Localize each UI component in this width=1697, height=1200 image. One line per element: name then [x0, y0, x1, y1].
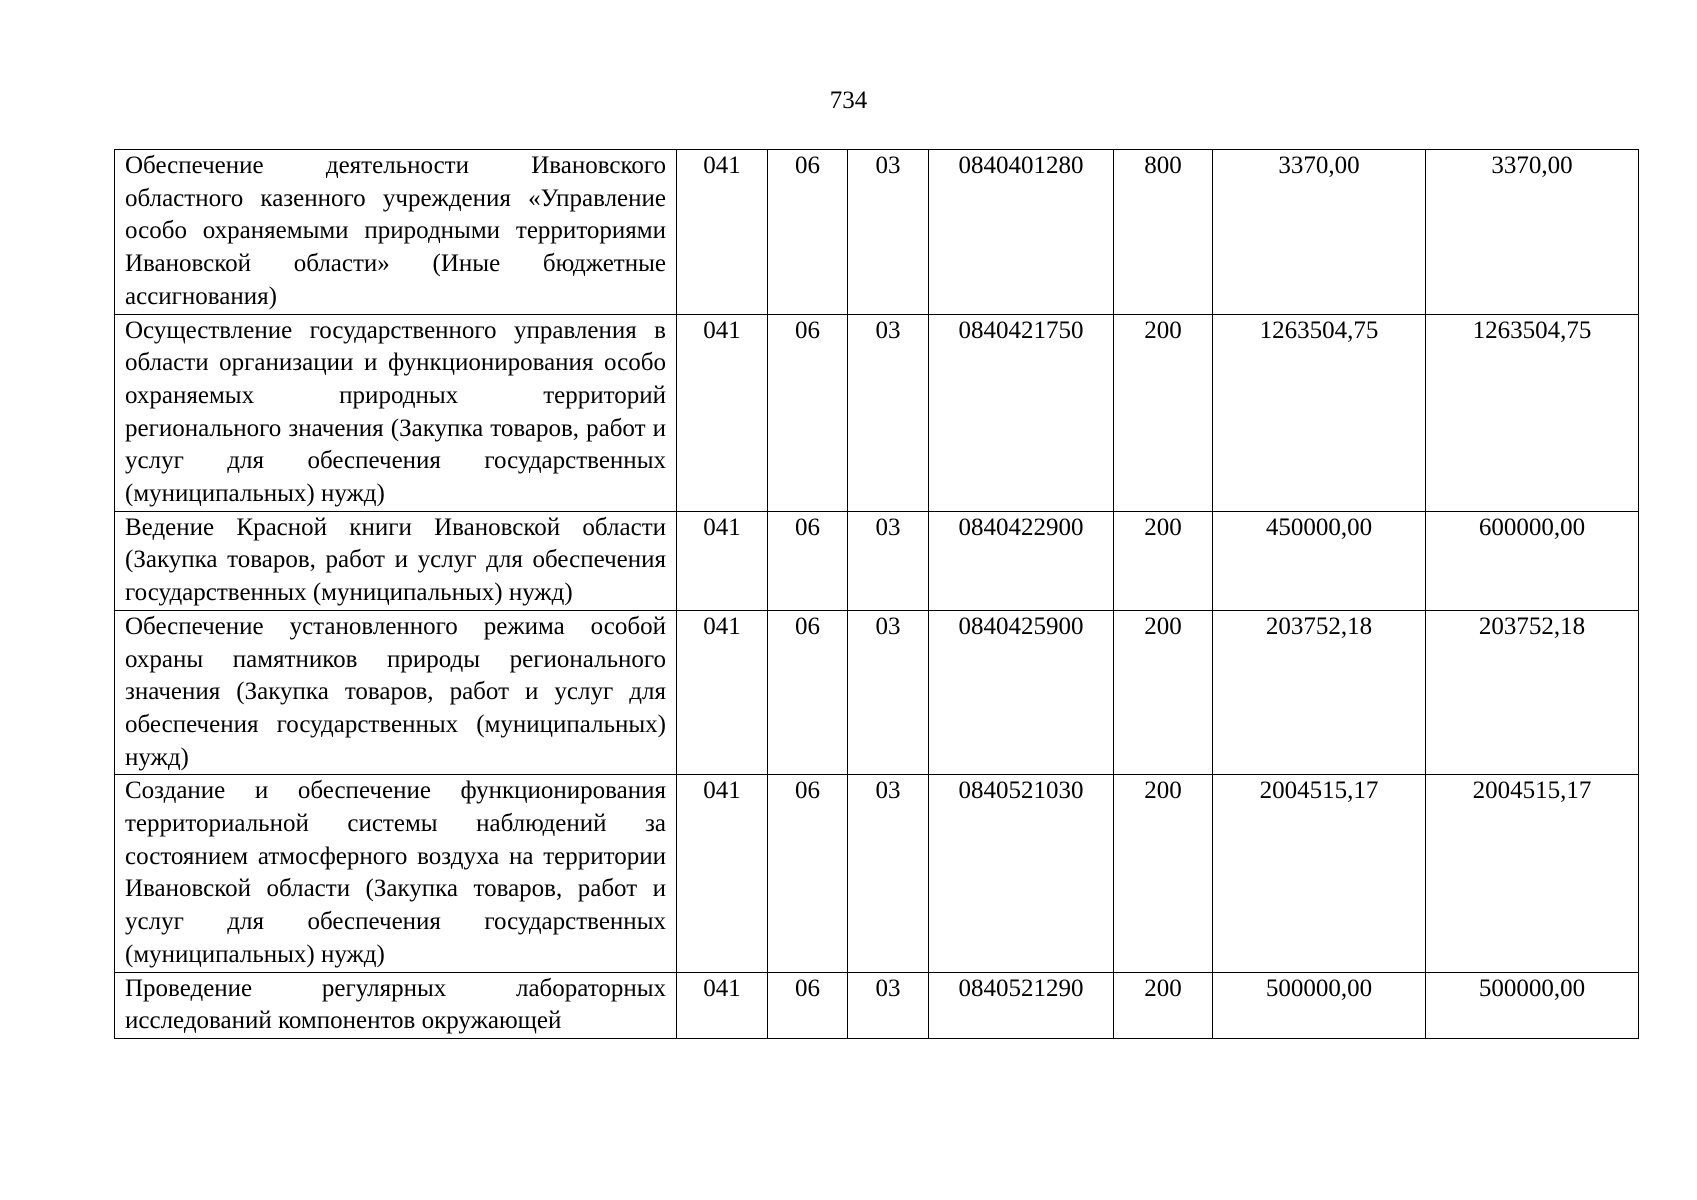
- section-code: 06: [768, 610, 848, 775]
- section-code: 06: [768, 150, 848, 315]
- row-description: Ведение Красной книги Ивановской области (Закупка товаров, работ и услуг для обеспечения государственных (муниципальных) нужд): [115, 511, 677, 610]
- subsection-code: 03: [848, 314, 929, 511]
- amount-first: 203752,18: [1213, 610, 1426, 775]
- amount-first: 2004515,17: [1213, 775, 1426, 972]
- amount-second: 2004515,17: [1426, 775, 1639, 972]
- amount-second: 500000,00: [1426, 972, 1639, 1038]
- row-description: Создание и обеспечение функционирования территориальной системы наблюдений за состоянием атмосферного воздуха на территории Ивановской области (Закупка товаров, работ и услуг для обеспечения государственных (муниципальных) нужд): [115, 775, 677, 972]
- section-code: 06: [768, 314, 848, 511]
- row-description: Обеспечение установленного режима особой охраны памятников природы регионального значения (Закупка товаров, работ и услуг для обеспечения государственных (муниципальных) нужд): [115, 610, 677, 775]
- ministry-code: 041: [677, 511, 768, 610]
- expense-type-code: 800: [1114, 150, 1213, 315]
- expense-type-code: 200: [1114, 972, 1213, 1038]
- page-number: 734: [829, 87, 868, 114]
- amount-second: 3370,00: [1426, 150, 1639, 315]
- table-row: [115, 610, 1639, 775]
- table-row: [115, 150, 1639, 315]
- target-article-code: 0840521030: [929, 775, 1114, 972]
- target-article-code: 0840521290: [929, 972, 1114, 1038]
- expense-type-code: 200: [1114, 610, 1213, 775]
- ministry-code: 041: [677, 610, 768, 775]
- subsection-code: 03: [848, 610, 929, 775]
- amount-first: 500000,00: [1213, 972, 1426, 1038]
- ministry-code: 041: [677, 150, 768, 315]
- target-article-code: 0840422900: [929, 511, 1114, 610]
- amount-first: 450000,00: [1213, 511, 1426, 610]
- table-row: [115, 972, 1639, 1038]
- subsection-code: 03: [848, 511, 929, 610]
- section-code: 06: [768, 972, 848, 1038]
- subsection-code: 03: [848, 972, 929, 1038]
- ministry-code: 041: [677, 775, 768, 972]
- ministry-code: 041: [677, 972, 768, 1038]
- amount-first: 3370,00: [1213, 150, 1426, 315]
- target-article-code: 0840401280: [929, 150, 1114, 315]
- subsection-code: 03: [848, 150, 929, 315]
- section-code: 06: [768, 775, 848, 972]
- section-code: 06: [768, 511, 848, 610]
- expense-type-code: 200: [1114, 314, 1213, 511]
- table-row: [115, 775, 1639, 972]
- amount-second: 203752,18: [1426, 610, 1639, 775]
- row-description: Осуществление государственного управления в области организации и функционирования особо охраняемых природных территорий регионального значения (Закупка товаров, работ и услуг для обеспечения государственных (муниципальных) нужд): [115, 314, 677, 511]
- subsection-code: 03: [848, 775, 929, 972]
- amount-first: 1263504,75: [1213, 314, 1426, 511]
- table-row: [115, 511, 1639, 610]
- budget-table: [114, 149, 1639, 1039]
- expense-type-code: 200: [1114, 775, 1213, 972]
- table-row: [115, 314, 1639, 511]
- target-article-code: 0840421750: [929, 314, 1114, 511]
- amount-second: 600000,00: [1426, 511, 1639, 610]
- ministry-code: 041: [677, 314, 768, 511]
- row-description: Обеспечение деятельности Ивановского областного казенного учреждения «Управление особо охраняемыми природными территориями Ивановской области» (Иные бюджетные ассигнования): [115, 150, 677, 315]
- row-description: Проведение регулярных лабораторных исследований компонентов окружающей: [115, 972, 677, 1038]
- amount-second: 1263504,75: [1426, 314, 1639, 511]
- expense-type-code: 200: [1114, 511, 1213, 610]
- target-article-code: 0840425900: [929, 610, 1114, 775]
